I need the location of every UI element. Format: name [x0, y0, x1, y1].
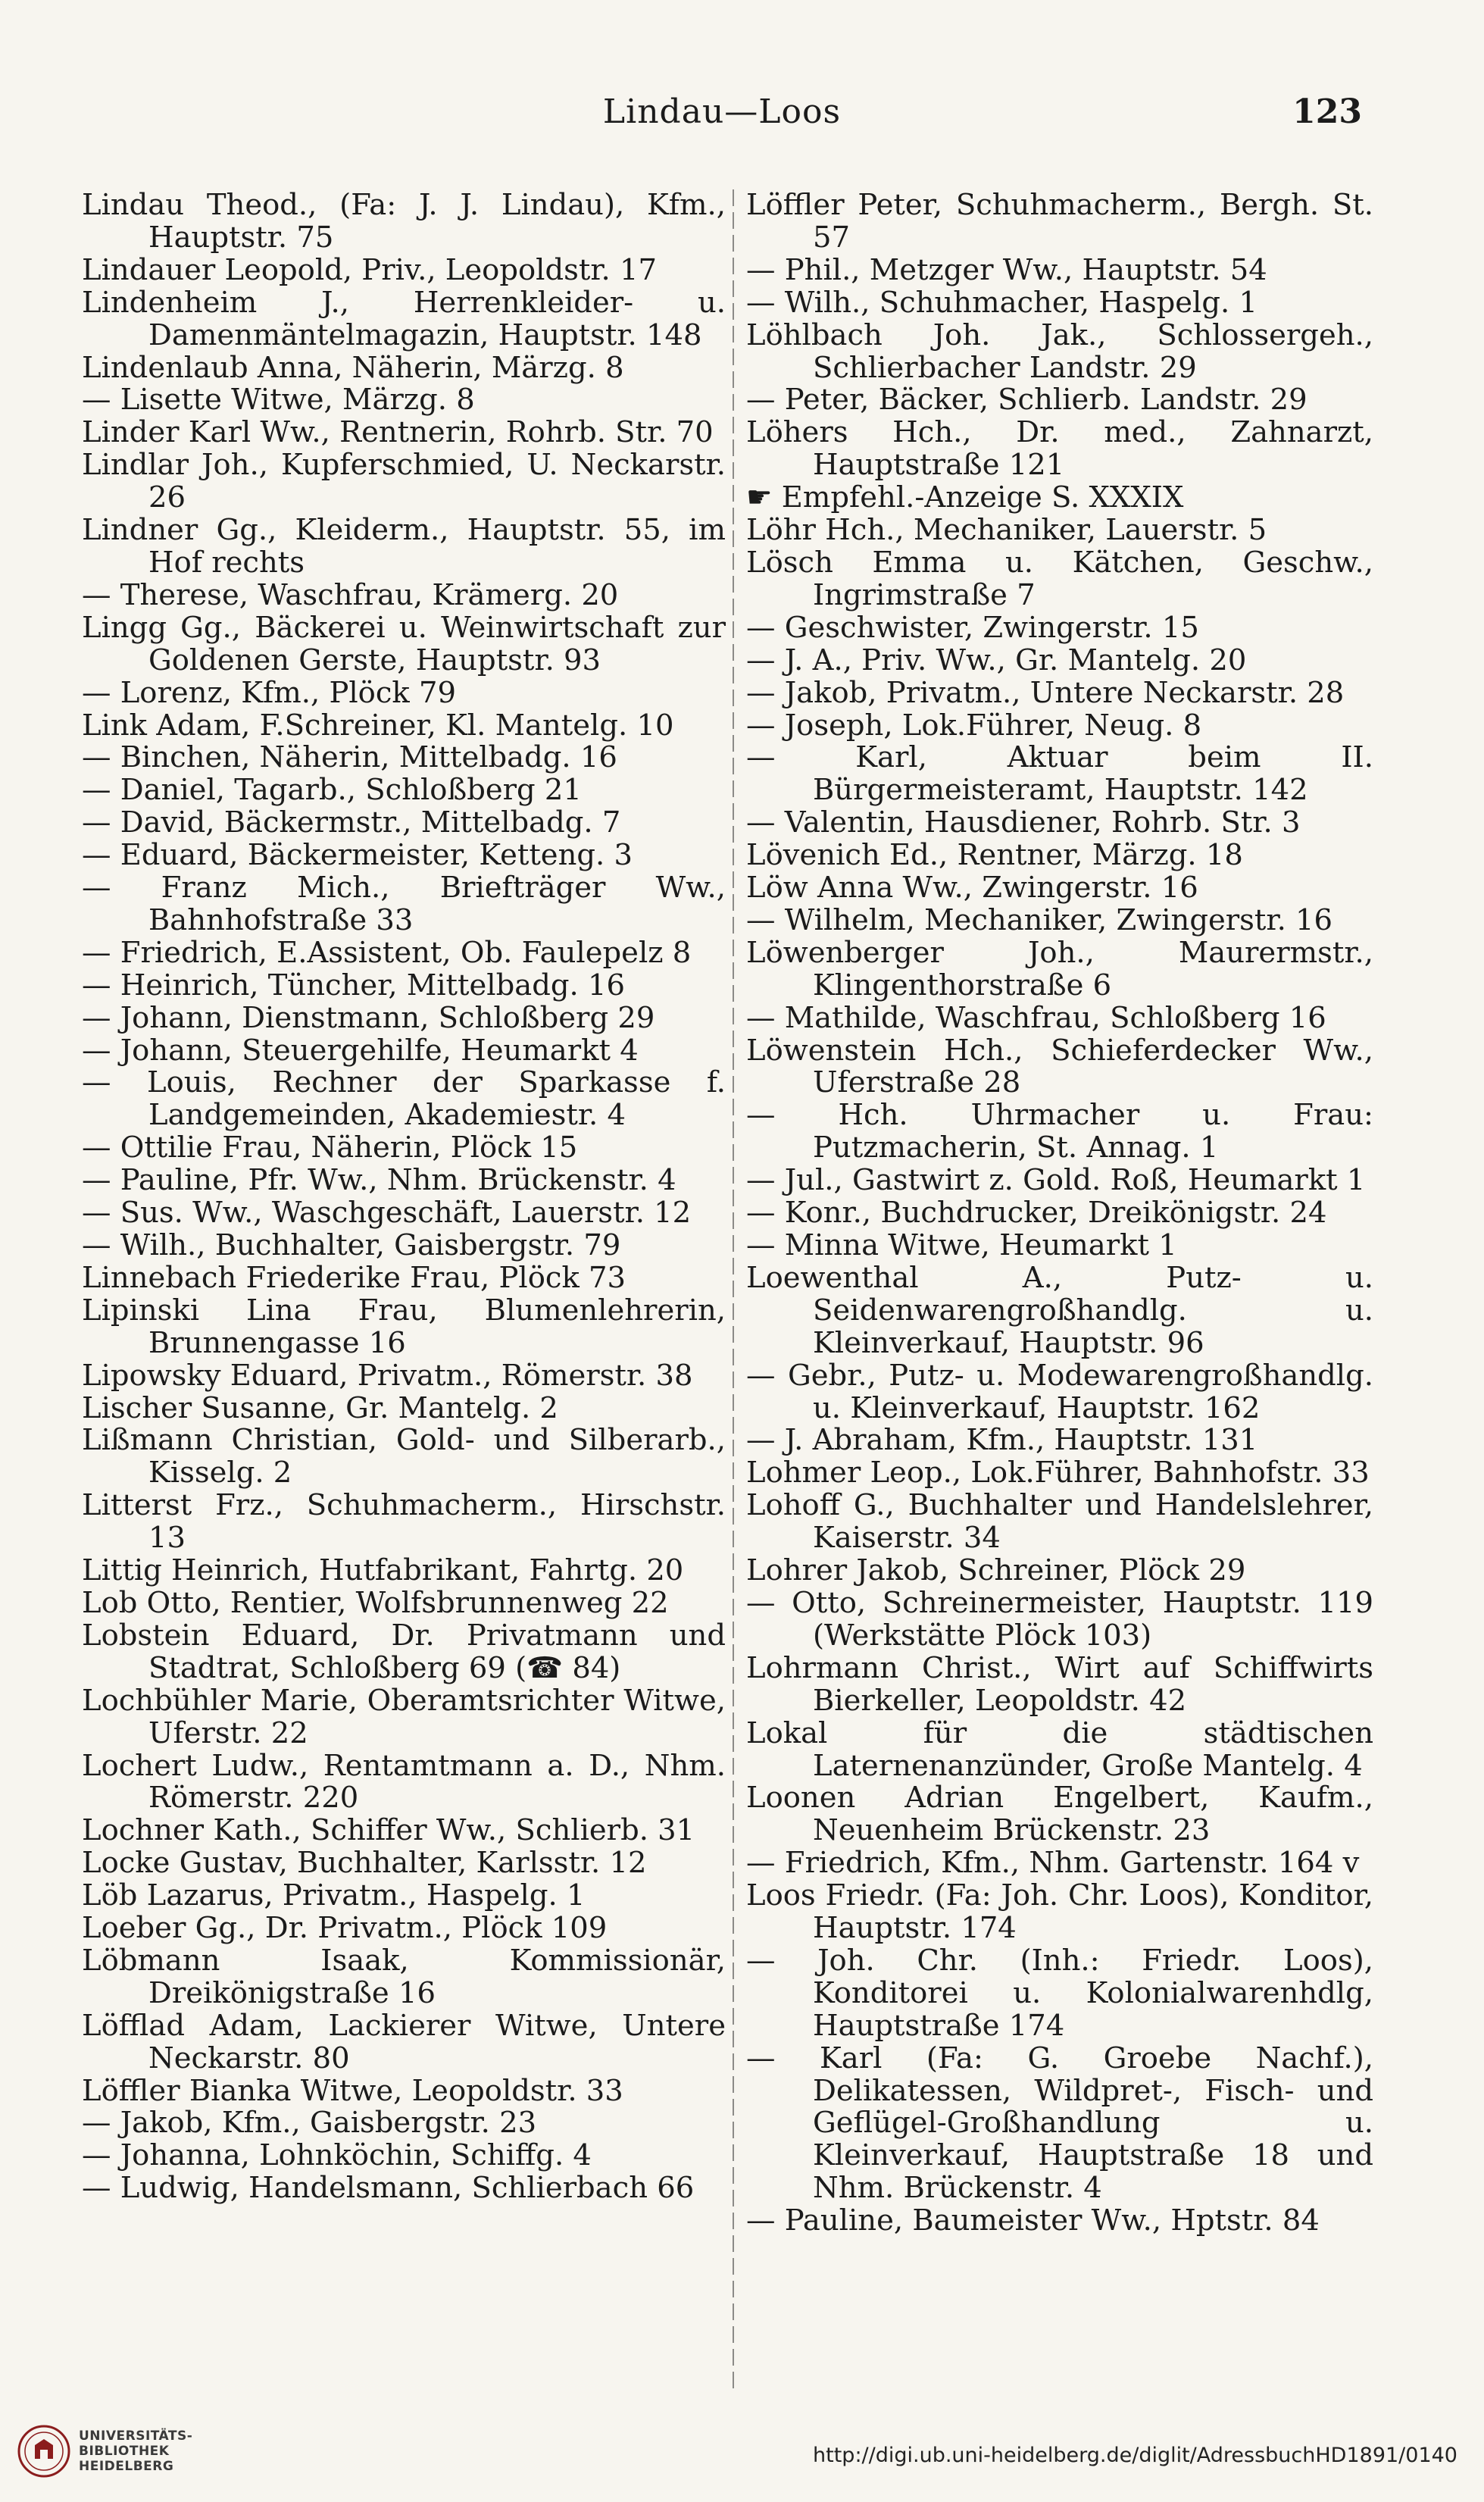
directory-entry: Lohmer Leop., Lok.Führer, Bahnhofstr. 33 [746, 1456, 1370, 1490]
directory-entry: Linnebach Friederike Frau, Plöck 73 [82, 1260, 626, 1295]
directory-entry: — Wilh., Schuhmacher, Haspelg. 1 [746, 285, 1257, 320]
directory-entry: — Valentin, Hausdiener, Rohrb. Str. 3 [746, 805, 1301, 840]
page-header [82, 92, 1362, 138]
logo-line: UNIVERSITÄTS- [79, 2429, 193, 2444]
directory-entry: Löw Anna Ww., Zwingerstr. 16 [746, 871, 1198, 905]
directory-entry: Lischer Susanne, Gr. Mantelg. 2 [82, 1390, 558, 1425]
directory-entry: Lokal für die städtischen Laternenanzünder, Große Mantelg. 4 [746, 1715, 1373, 1783]
page-footer [0, 2410, 1484, 2493]
directory-entry: Lochert Ludw., Rentamtmann a. D., Nhm. Römerstr. 220 [82, 1748, 726, 1816]
directory-entry: — Louis, Rechner der Sparkasse f. Landgemeinden, Akademiestr. 4 [82, 1065, 726, 1133]
directory-entry: — David, Bäckermstr., Mittelbadg. 7 [82, 805, 621, 840]
directory-entry: Loewenthal A., Putz- u. Seidenwarengroßhandlg. u. Kleinverkauf, Hauptstr. 96 [746, 1260, 1373, 1360]
directory-entry: Littig Heinrich, Hutfabrikant, Fahrtg. 20 [82, 1553, 684, 1588]
directory-entry: — Ludwig, Handelsmann, Schlierbach 66 [82, 2171, 695, 2206]
directory-entry: Litterst Frz., Schuhmacherm., Hirschstr. 13 [82, 1488, 726, 1556]
directory-entry: — Johann, Dienstmann, Schloßberg 29 [82, 1000, 655, 1035]
running-title: Lindau—Loos [602, 92, 842, 131]
directory-entry: Lösch Emma u. Kätchen, Geschw., Ingrimstraße 7 [746, 545, 1373, 612]
directory-entry: — Daniel, Tagarb., Schloßberg 21 [82, 773, 582, 808]
directory-entry: — Binchen, Näherin, Mittelbadg. 16 [82, 740, 617, 775]
directory-entry: — Konr., Buchdrucker, Dreikönigstr. 24 [746, 1196, 1327, 1231]
directory-entry: — Joh. Chr. (Inh.: Friedr. Loos), Konditorei u. Kolonialwarenhdlg, Hauptstraße 174 [746, 1943, 1373, 2043]
directory-entry: — Gebr., Putz- u. Modewarengroßhandlg. u. Kleinverkauf, Hauptstr. 162 [746, 1358, 1373, 1425]
logo-line: HEIDELBERG [79, 2459, 174, 2474]
directory-entry: Löfflad Adam, Lackierer Witwe, Untere Neckarstr. 80 [82, 2008, 726, 2075]
directory-entry: — Therese, Waschfrau, Krämerg. 20 [82, 577, 619, 612]
directory-entry: — Wilh., Buchhalter, Gaisbergstr. 79 [82, 1228, 621, 1262]
directory-entry: Lindner Gg., Kleiderm., Hauptstr. 55, im Hof rechts [82, 513, 726, 580]
directory-entry: — Joseph, Lok.Führer, Neug. 8 [746, 708, 1202, 743]
directory-entry: Löhers Hch., Dr. med., Zahnarzt, Hauptstraße 121 [746, 415, 1373, 483]
directory-entry: — Lisette Witwe, Märzg. 8 [82, 383, 475, 418]
directory-entry: — Friedrich, E.Assistent, Ob. Faulepelz 8 [82, 935, 692, 970]
directory-entry: — J. Abraham, Kfm., Hauptstr. 131 [746, 1423, 1258, 1458]
directory-entry: Lindenlaub Anna, Näherin, Märzg. 8 [82, 350, 624, 385]
directory-entry: Löbmann Isaak, Kommissionär, Dreikönigstraße 16 [82, 1943, 726, 2010]
directory-entry: Lipowsky Eduard, Privatm., Römerstr. 38 [82, 1358, 693, 1393]
logo-text [79, 2429, 192, 2474]
source-url[interactable]: http://digi.ub.uni-heidelberg.de/diglit/AdressbuchHD1891/0140 [813, 2444, 1457, 2467]
left-column [82, 189, 726, 2205]
directory-entry: Lindenheim J., Herrenkleider- u. Damenmäntelmagazin, Hauptstr. 148 [82, 285, 726, 352]
directory-entry: — J. A., Priv. Ww., Gr. Mantelg. 20 [746, 643, 1247, 677]
library-seal-icon [17, 2424, 71, 2479]
directory-entry: ☛ Empfehl.-Anzeige S. XXXIX [746, 480, 1184, 515]
directory-entry: Lochner Kath., Schiffer Ww., Schlierb. 31 [82, 1813, 695, 1848]
directory-entry: — Mathilde, Waschfrau, Schloßberg 16 [746, 1000, 1326, 1035]
directory-entry: Lob Otto, Rentier, Wolfsbrunnenweg 22 [82, 1585, 669, 1620]
directory-entry: — Heinrich, Tüncher, Mittelbadg. 16 [82, 968, 625, 1002]
directory-entry: — Geschwister, Zwingerstr. 15 [746, 610, 1199, 645]
directory-entry: — Johann, Steuergehilfe, Heumarkt 4 [82, 1033, 639, 1068]
directory-entry: Löwenberger Joh., Maurermstr., Klingenthorstraße 6 [746, 935, 1373, 1002]
page-number: 123 [1292, 92, 1362, 131]
directory-entry: Lingg Gg., Bäckerei u. Weinwirtschaft zur Goldenen Gerste, Hauptstr. 93 [82, 610, 726, 677]
directory-entry: Löb Lazarus, Privatm., Haspelg. 1 [82, 1878, 586, 1913]
library-logo [17, 2417, 229, 2485]
directory-entry: — Minna Witwe, Heumarkt 1 [746, 1228, 1177, 1262]
directory-entry: Löffler Bianka Witwe, Leopoldstr. 33 [82, 2073, 623, 2108]
directory-entry: — Pauline, Baumeister Ww., Hptstr. 84 [746, 2203, 1320, 2238]
logo-line: BIBLIOTHEK [79, 2444, 170, 2459]
directory-entry: Loos Friedr. (Fa: Joh. Chr. Loos), Konditor, Hauptstr. 174 [746, 1878, 1373, 1946]
directory-entry: Löffler Peter, Schuhmacherm., Bergh. St. 57 [746, 188, 1373, 255]
directory-entry: Link Adam, F.Schreiner, Kl. Mantelg. 10 [82, 708, 674, 743]
directory-entry: — Eduard, Bäckermeister, Ketteng. 3 [82, 838, 633, 873]
directory-entry: — Hch. Uhrmacher u. Frau: Putzmacherin, St. Annag. 1 [746, 1098, 1373, 1165]
directory-entry: Löhr Hch., Mechaniker, Lauerstr. 5 [746, 513, 1267, 548]
directory-entry: Linder Karl Ww., Rentnerin, Rohrb. Str. 70 [82, 415, 714, 450]
directory-entry: — Sus. Ww., Waschgeschäft, Lauerstr. 12 [82, 1196, 692, 1231]
directory-entry: — Peter, Bäcker, Schlierb. Landstr. 29 [746, 383, 1307, 418]
directory-entry: Lißmann Christian, Gold- und Silberarb., Kisselg. 2 [82, 1423, 726, 1490]
directory-entry: Lohrer Jakob, Schreiner, Plöck 29 [746, 1553, 1246, 1588]
directory-entry: — Friedrich, Kfm., Nhm. Gartenstr. 164 v [746, 1846, 1360, 1881]
directory-entry: — Ottilie Frau, Näherin, Plöck 15 [82, 1131, 578, 1165]
column-divider [733, 189, 734, 2391]
directory-entry: — Jakob, Privatm., Untere Neckarstr. 28 [746, 675, 1345, 710]
directory-entry: Lövenich Ed., Rentner, Märzg. 18 [746, 838, 1243, 873]
directory-entry: — Wilhelm, Mechaniker, Zwingerstr. 16 [746, 902, 1333, 937]
directory-entry: Lohrmann Christ., Wirt auf Schiffwirts Bierkeller, Leopoldstr. 42 [746, 1650, 1373, 1718]
directory-entry: Lohoff G., Buchhalter und Handelslehrer, Kaiserstr. 34 [746, 1488, 1373, 1556]
directory-entry: — Karl (Fa: G. Groebe Nachf.), Delikatessen, Wildpret-, Fisch- und Geflügel-Großhandlung u. Kleinverkauf, Hauptstraße 18 und Nhm. Brückenstr. 4 [746, 2041, 1373, 2206]
directory-entry: — Pauline, Pfr. Ww., Nhm. Brückenstr. 4 [82, 1163, 676, 1198]
right-column [746, 189, 1373, 2238]
directory-entry: Löhlbach Joh. Jak., Schlossergeh., Schlierbacher Landstr. 29 [746, 317, 1373, 385]
directory-entry: Loeber Gg., Dr. Privatm., Plöck 109 [82, 1911, 608, 1946]
directory-entry: Lobstein Eduard, Dr. Privatmann und Stadtrat, Schloßberg 69 (☎ 84) [82, 1618, 726, 1685]
directory-entry: — Phil., Metzger Ww., Hauptstr. 54 [746, 252, 1267, 287]
directory-entry: Löwenstein Hch., Schieferdecker Ww., Uferstraße 28 [746, 1033, 1373, 1100]
directory-entry: — Jakob, Kfm., Gaisbergstr. 23 [82, 2106, 537, 2141]
directory-entry: Lipinski Lina Frau, Blumenlehrerin, Brunnengasse 16 [82, 1293, 726, 1360]
directory-entry: Lindauer Leopold, Priv., Leopoldstr. 17 [82, 252, 657, 287]
directory-entry: Loonen Adrian Engelbert, Kaufm., Neuenheim Brückenstr. 23 [746, 1781, 1373, 1848]
directory-entry: Locke Gustav, Buchhalter, Karlsstr. 12 [82, 1846, 647, 1881]
directory-entry: Lochbühler Marie, Oberamtsrichter Witwe, Uferstr. 22 [82, 1683, 726, 1750]
directory-entry: — Otto, Schreinermeister, Hauptstr. 119 (Werkstätte Plöck 103) [746, 1585, 1373, 1653]
directory-entry: — Johanna, Lohnköchin, Schiffg. 4 [82, 2138, 592, 2173]
directory-entry: Lindau Theod., (Fa: J. J. Lindau), Kfm., Hauptstr. 75 [82, 188, 726, 255]
directory-entry: — Jul., Gastwirt z. Gold. Roß, Heumarkt 1 [746, 1163, 1366, 1198]
directory-entry: Lindlar Joh., Kupferschmied, U. Neckarstr. 26 [82, 448, 726, 515]
directory-entry: — Franz Mich., Briefträger Ww., Bahnhofstraße 33 [82, 871, 726, 937]
directory-entry: — Lorenz, Kfm., Plöck 79 [82, 675, 456, 710]
directory-entry: — Karl, Aktuar beim II. Bürgermeisteramt, Hauptstr. 142 [746, 740, 1373, 808]
